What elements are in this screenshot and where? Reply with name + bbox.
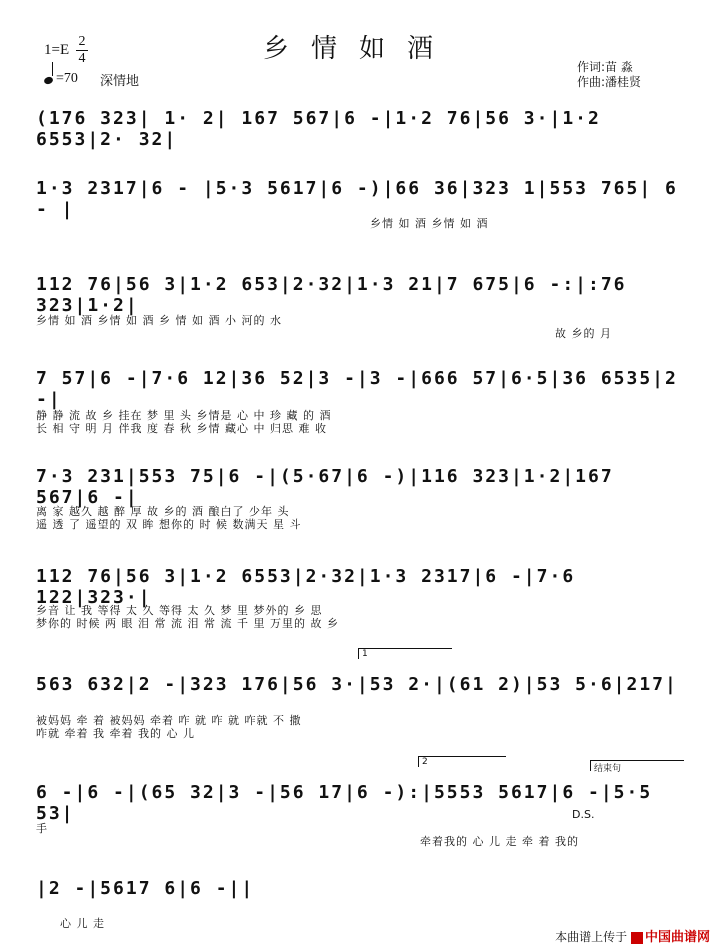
score-row-5 — [36, 460, 686, 508]
score-row-7 — [36, 668, 686, 704]
lyrics-row-4-verse-2: 长 相 守 明 月 伴我 度 春 秋 乡情 藏心 中 归思 难 收 — [36, 422, 327, 435]
lyrics-row-9: 心 儿 走 — [60, 917, 105, 930]
time-signature — [76, 34, 88, 67]
lyrics-row-7-verse-2: 咋就 牵着 我 牵着 我的 心 儿 — [36, 727, 195, 740]
lyrics-row-2: 乡情 如 酒 乡情 如 酒 — [370, 217, 489, 230]
logo-icon — [631, 932, 643, 944]
lyrics-row-6-verse-2: 梦你的 时候 两 眼 泪 常 流 泪 常 流 千 里 万里的 故 乡 — [36, 617, 339, 630]
notes-row-6: 112 76|56 3|1·2 6553|2·32|1·3 2317|6 -|7·6 122|323·| — [36, 566, 576, 608]
quarter-note-icon — [43, 76, 54, 86]
lyrics-row-5-verse-1: 离 家 越久 越 醉 厚 故 乡的 酒 酿白了 少年 头 — [36, 505, 290, 518]
notes-row-2: 1·3 2317|6 - |5·3 5617|6 -)|66 36|323 1|553 765| 6 - | — [36, 178, 678, 220]
site-logo[interactable] — [631, 930, 710, 945]
notes-row-9: |2 -|5617 6|6 -|| — [36, 878, 255, 899]
note-stem — [52, 62, 53, 76]
score-row-3 — [36, 268, 686, 316]
notes-row-4: 7 57|6 -|7·6 12|36 52|3 -|3 -|666 57|6·5|36 6535|2 -| — [36, 368, 678, 410]
second-ending-bracket — [418, 756, 506, 767]
expression-marking: 深情地 — [100, 74, 140, 89]
first-ending-number: 1 — [362, 649, 368, 659]
song-title: 乡情如酒 — [262, 34, 455, 64]
notes-row-5: 7·3 231|553 75|6 -|(5·67|6 -)|116 323|1·2|167 567|6 -| — [36, 466, 614, 508]
composer-credit: 作曲:潘桂贤 — [577, 75, 642, 89]
source-footer — [555, 926, 710, 945]
site-name: 中国曲谱网 — [644, 930, 710, 945]
score-row-6 — [36, 560, 686, 608]
second-ending-number: 2 — [422, 757, 428, 767]
coda-label: 结束句 — [594, 764, 622, 774]
tempo-marking — [44, 68, 78, 87]
lyrics-row-4-verse-1: 静 静 流 故 乡 挂在 梦 里 头 乡情是 心 中 珍 藏 的 酒 — [36, 409, 332, 422]
tempo-value: =70 — [56, 71, 78, 86]
lyrics-row-5-verse-2: 遥 透 了 遥望的 双 眸 想你的 时 候 数满天 星 斗 — [36, 518, 302, 531]
lyrics-row-8-verse-2: 牵着我的 心 儿 走 牵 着 我的 — [420, 835, 579, 848]
lyrics-row-7-verse-1: 被妈妈 牵 着 被妈妈 牵着 咋 就 咋 就 咋就 不 撒 — [36, 714, 302, 727]
coda-bracket — [590, 760, 684, 774]
footer-text: 本曲谱上传于 — [555, 930, 628, 944]
lyrics-row-8-verse-1: 手 — [36, 822, 48, 835]
dal-segno-marking: D.S. — [572, 808, 595, 821]
first-ending-bracket — [358, 648, 452, 659]
lyricist-credit: 作词:苗 淼 — [577, 60, 633, 74]
lyrics-row-3-verse-1: 乡情 如 酒 乡情 如 酒 乡 情 如 酒 小 河的 水 — [36, 314, 282, 327]
notes-row-3: 112 76|56 3|1·2 653|2·32|1·3 21|7 675|6 -:|:76 323|1·2| — [36, 274, 627, 316]
notes-row-7: 563 632|2 -|323 176|56 3·|53 2·|(61 2)|53 5·6|217| — [36, 674, 678, 695]
score-row-1 — [36, 102, 686, 150]
meter-bottom: 4 — [78, 51, 86, 66]
meter-top: 2 — [78, 34, 86, 49]
lyrics-row-6-verse-1: 乡音 让 我 等得 太 久 等得 太 久 梦 里 梦外的 乡 思 — [36, 604, 323, 617]
notes-row-8: 6 -|6 -|(65 32|3 -|56 17|6 -):|5553 5617|6 -|5·5 53| — [36, 782, 653, 824]
score-row-4 — [36, 362, 686, 410]
lyrics-row-3-verse-2: 故 乡的 月 — [555, 327, 612, 340]
key-signature: 1=E — [44, 42, 70, 58]
score-row-2 — [36, 172, 686, 220]
score-row-9 — [36, 872, 686, 908]
notes-row-1: (176 323| 1· 2| 167 567|6 -|1·2 76|56 3·|1·2 6553|2· 32| — [36, 108, 601, 150]
